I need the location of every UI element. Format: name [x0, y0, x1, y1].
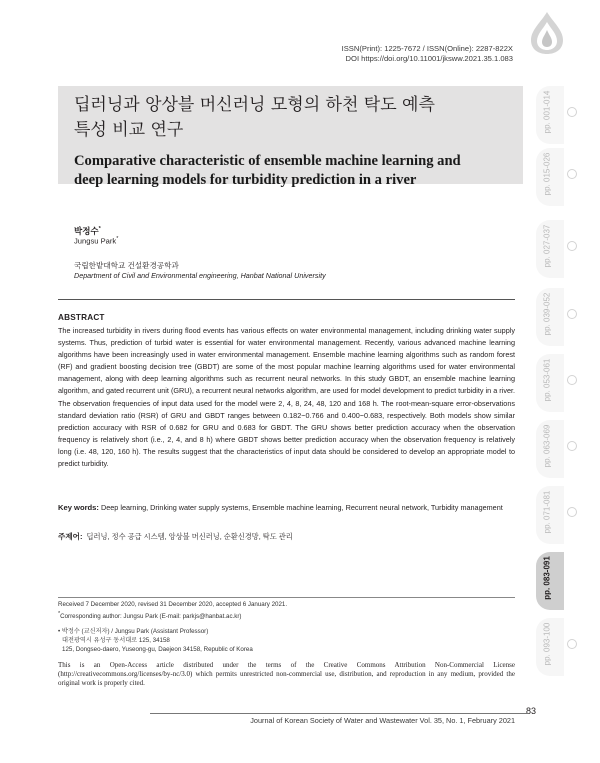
tab-dot-icon	[567, 441, 577, 451]
journal-citation: Journal of Korean Society of Water and Wastewater Vol. 35, No. 1, February 2021	[250, 716, 515, 725]
tab-pp-039-052[interactable]: pp. 039-052	[536, 288, 564, 346]
footer-rule	[150, 713, 528, 714]
tab-dot-icon	[567, 309, 577, 319]
english-title	[74, 152, 519, 190]
tab-pp-027-037[interactable]: pp. 027-037	[536, 220, 564, 278]
tab-dot-icon	[567, 639, 577, 649]
tab-dot-icon	[567, 375, 577, 385]
keywords-text: Deep learning, Drinking water supply systems, Ensemble machine learning, Recurrent neural network, Turbidity management	[101, 503, 503, 512]
abstract-heading: ABSTRACT	[58, 313, 105, 322]
contact-address-korean: 대전광역시 유성구 동서대로 125, 34158	[62, 637, 170, 644]
korean-title-line-1: 딥러닝과 앙상블 머신러닝 모형의 하천 탁도 예측	[74, 95, 435, 115]
contact-address-english: 125, Dongseo-daero, Yuseong-gu, Daejeon 34158, Republic of Korea	[62, 646, 253, 653]
tab-dot-icon	[567, 241, 577, 251]
english-title-line-1: Comparative characteristic of ensemble machine learning and	[74, 153, 461, 169]
keywords-label: Key words:	[58, 503, 99, 512]
keywords-korean-text: 딥러닝, 정수 공급 시스템, 앙상블 머신러닝, 순환신경망, 탁도 관리	[86, 532, 293, 541]
keywords-korean-label: 주제어:	[58, 532, 83, 541]
tab-dot-icon	[567, 107, 577, 117]
korean-title	[74, 93, 519, 143]
tab-pp-015-026[interactable]: pp. 015-026	[536, 148, 564, 206]
author-name-korean: 박정수*	[74, 226, 101, 236]
keywords-korean	[58, 531, 515, 543]
journal-logo-icon	[525, 10, 570, 55]
author-name-english: Jungsu Park*	[74, 236, 119, 246]
tab-pp-063-069[interactable]: pp. 063-069	[536, 420, 564, 478]
abstract-text: The increased turbidity in rivers during flood events has various effects on water environmental management, including drinking water supply systems. Thus, prediction of turbid water is essential for water environmental management. Recently, various advanced machine learning algorithms have been increasingly used in water environmental management. Ensemble machine learning algorithms such as random forest (RF) and gradient boosting decision tree (GBDT) are some of the most popular machine learning algorithms used for water environmental management, along with deep learning algorithms such as recurrent neural networks. In this study GBDT, an ensemble machine learning algorithm, and gated recurrent unit (GRU), a recurrent neural networks algorithm, are used for model development to predict turbidity in a river. The observation frequencies of input data used for the model were 2, 4, 8, 24, 48, 120 and 168 h. The root-mean-square error-observations standard deviation ratio (RSR) of GRU and GBDT ranges between 0.182~0.766 and 0.400~0.683, respectively. Both models show similar prediction accuracy with RSR of 0.682 for GRU and 0.683 for GBDT. The GRU shows better prediction accuracy when the observation frequency is relatively short (i.e., 2, 4, and 8 h) where GBDT shows better prediction accuracy when the observation frequency is relatively long (i.e. 48, 120, 160 h). The results suggest that the characteristics of input data should be considered to develop an appropriate model to predict turbidity.	[58, 326, 515, 469]
footnote-divider	[58, 597, 515, 598]
license-statement: This is an Open-Access article distributed under the terms of the Creative Commons Attribution Non-Commercial License (http://creativecommons.org/licenses/by-nc/3.0) which permits unrestricted non-commercial use, distribution, and reproduction in any medium, provided the original work is properly cited.	[58, 661, 515, 687]
tab-pp-001-014[interactable]: pp. 001-014	[536, 86, 564, 144]
page-number: 83	[525, 706, 536, 716]
tab-pp-093-100[interactable]: pp. 093-100	[536, 618, 564, 676]
affiliation-english: Department of Civil and Environmental engineering, Hanbat National University	[74, 271, 326, 280]
tab-pp-083-091[interactable]: pp. 083-091	[536, 552, 564, 610]
issn-doi-block	[300, 44, 513, 64]
contact-name: • 박정수 (교신저자) / Jungsu Park (Assistant Professor)	[58, 628, 209, 635]
affiliation-korean: 국립한밭대학교 건설환경공학과	[74, 261, 179, 270]
received-dates: Received 7 December 2020, revised 31 December 2020, accepted 6 January 2021.	[58, 601, 288, 608]
tab-dot-icon	[567, 507, 577, 517]
issn-text: ISSN(Print): 1225-7672 / ISSN(Online): 2287-822X	[341, 44, 513, 53]
tab-pp-053-061[interactable]: pp. 053-061	[536, 354, 564, 412]
abstract-divider	[58, 299, 515, 300]
tab-dot-icon	[567, 169, 577, 179]
doi-link[interactable]: DOI https://doi.org/10.11001/jksww.2021.35.1.083	[345, 54, 513, 63]
korean-title-line-2: 특성 비교 연구	[74, 120, 184, 140]
tab-pp-071-081[interactable]: pp. 071-081	[536, 486, 564, 544]
corresponding-author: *Corresponding author: Jungsu Park (E-mail: parkjs@hanbat.ac.kr)	[58, 611, 242, 621]
tab-dot-icon	[567, 573, 577, 583]
english-title-line-2: deep learning models for turbidity prediction in a river	[74, 172, 417, 188]
